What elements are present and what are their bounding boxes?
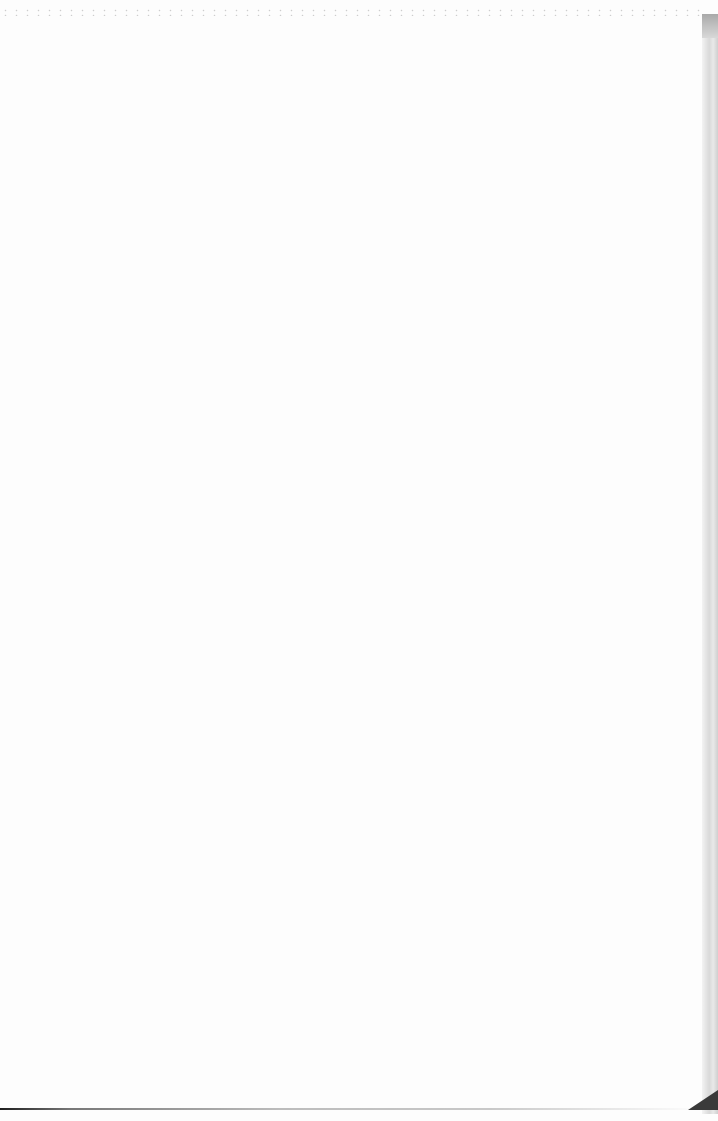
scan-shadow-right [702, 14, 718, 1114]
scan-noise-top [0, 8, 700, 16]
page-corner-shadow [688, 1090, 718, 1110]
scan-edge-bottom [0, 1108, 700, 1110]
page-footer [0, 1028, 718, 1045]
